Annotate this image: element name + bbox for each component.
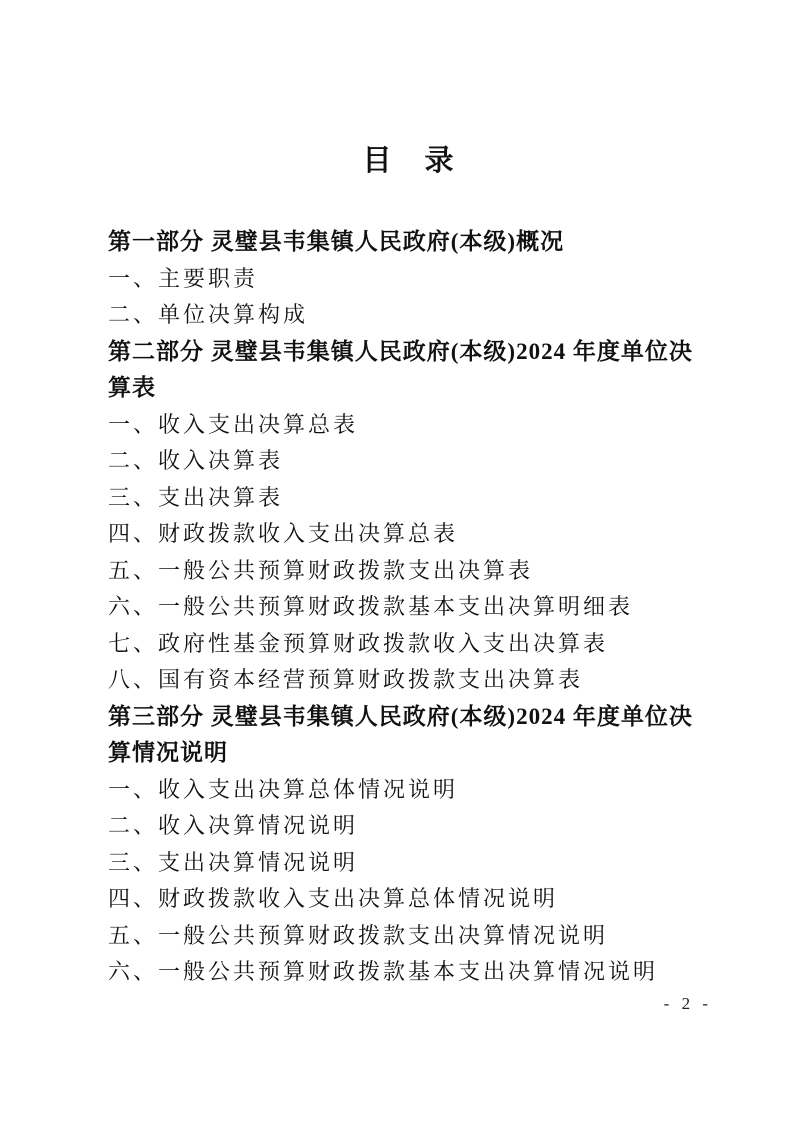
table-of-contents [108,224,728,991]
part1-item-2: 二、单位决算构成 [108,302,309,327]
part2-heading-line1: 第二部分 灵璧县韦集镇人民政府(本级)2024 年度单位决 [108,338,693,364]
part2-item-6: 六、一般公共预算财政拨款基本支出决算明细表 [108,594,634,619]
part3-item-1: 一、收入支出决算总体情况说明 [108,776,459,802]
part2-item-5: 五、一般公共预算财政拨款支出决算表 [108,557,534,583]
part2-item-3: 三、支出决算表 [108,484,284,510]
part3-heading-line2: 算情况说明 [108,740,228,765]
part1-heading: 第一部分 灵璧县韦集镇人民政府(本级)概况 [108,229,565,254]
part2-item-2: 二、收入决算表 [108,448,284,473]
part3-item-3: 三、支出决算情况说明 [108,849,359,875]
toc-title: 目 录 [362,145,456,177]
part2-item-4: 四、财政拨款收入支出决算总表 [108,521,459,546]
part2-item-1: 一、收入支出决算总表 [108,411,359,437]
part2-heading-line2: 算表 [108,375,156,400]
part2-item-8: 八、国有资本经营预算财政拨款支出决算表 [108,667,584,692]
page-number: - 2 - [663,994,712,1013]
part2-item-7: 七、政府性基金预算财政拨款收入支出决算表 [108,630,609,656]
part3-item-6: 六、一般公共预算财政拨款基本支出决算情况说明 [108,959,659,984]
part3-heading-line1: 第三部分 灵璧县韦集镇人民政府(本级)2024 年度单位决 [108,703,693,729]
part3-item-5: 五、一般公共预算财政拨款支出决算情况说明 [108,922,609,948]
part3-item-2: 二、收入决算情况说明 [108,813,359,838]
part3-item-4: 四、财政拨款收入支出决算总体情况说明 [108,886,559,911]
part1-item-1: 一、主要职责 [108,265,259,291]
